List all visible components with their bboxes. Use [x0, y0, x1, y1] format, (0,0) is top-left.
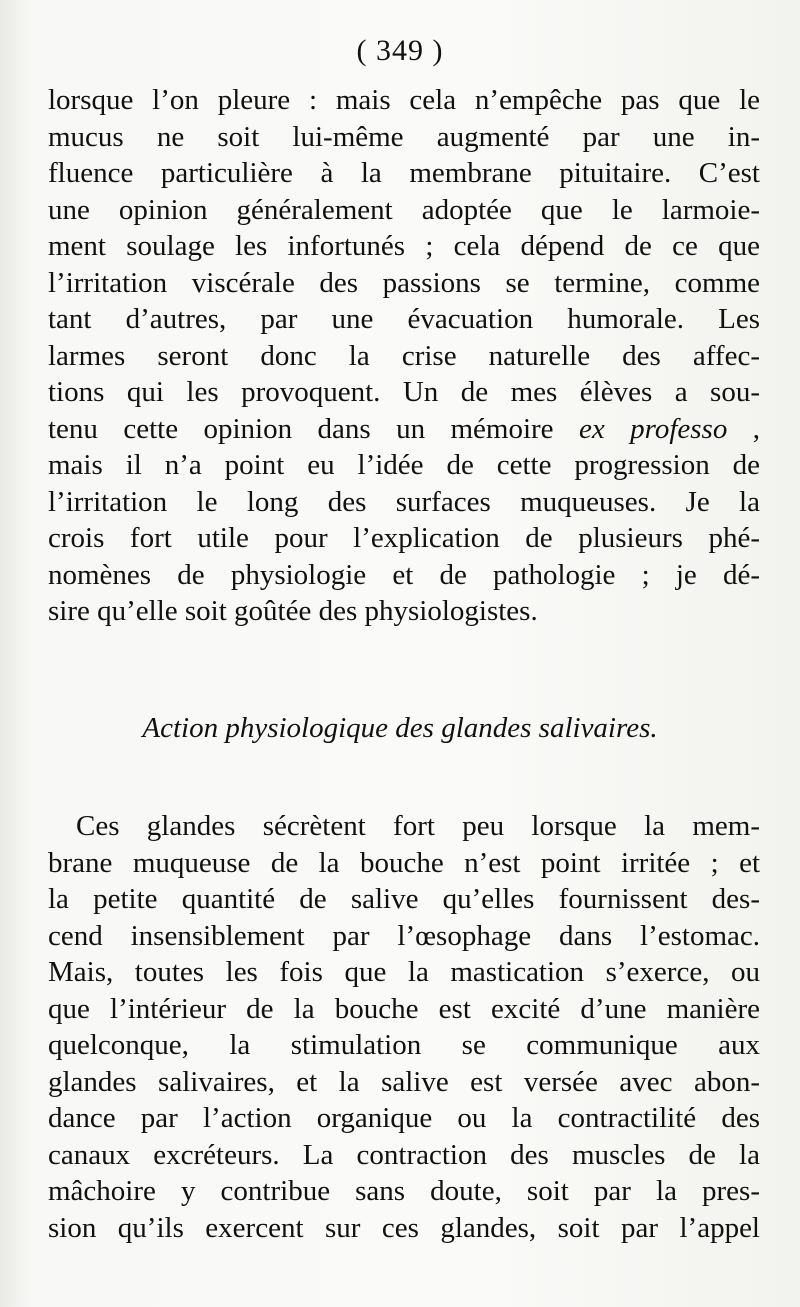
text-line: brane muqueuse de la bouche n’est point irritée ; et [48, 846, 760, 879]
text-line: canaux excréteurs. La contraction des muscles de la [48, 1138, 760, 1171]
text-segment: , [727, 412, 761, 445]
text-line: Mais, toutes les fois que la mastication s’exerce, ou [48, 956, 760, 988]
text-line: l’irritation le long des surfaces muqueuses. Je la [48, 485, 760, 518]
text-line: nomènes de physiologie et de pathologie ; je dé- [48, 558, 760, 591]
text-line: larmes seront donc la crise naturelle des affec- [48, 339, 760, 372]
text-line-with-italic [48, 411, 760, 448]
italic-phrase: ex professo [578, 412, 728, 445]
section-heading: Action physiologique des glandes salivaires. [142, 712, 658, 744]
text-line: une opinion généralement adoptée que le larmoie- [48, 193, 760, 226]
text-line: mucus ne soit lui-même augmenté par une in- [48, 120, 760, 153]
text-line: glandes salivaires, et la salive est versée avec abon- [48, 1065, 760, 1098]
text-segment: tenu cette opinion dans un mémoire [48, 412, 554, 445]
text-line: quelconque, la stimulation se communique aux [48, 1029, 760, 1061]
text-line: dance par l’action organique ou la contractilité des [48, 1102, 760, 1134]
text-line: la petite quantité de salive qu’elles fournissent des- [48, 883, 760, 915]
text-line: l’irritation viscérale des passions se termine, comme [48, 266, 760, 299]
text-line: fluence particulière à la membrane pituitaire. C’est [48, 157, 760, 189]
text-line: que l’intérieur de la bouche est excité d’une manière [48, 992, 760, 1025]
text-line: ment soulage les infortunés ; cela dépend de ce que [48, 230, 760, 262]
text-line: sion qu’ils exercent sur ces glandes, soit par l’appel [48, 1211, 760, 1244]
text-line: tant d’autres, par une évacuation humorale. Les [48, 303, 760, 335]
text-line: cend insensiblement par l’œsophage dans l’estomac. [48, 919, 760, 952]
text-line: Ces glandes sécrètent fort peu lorsque la mem- [76, 810, 760, 842]
text-line: mais il n’a point eu l’idée de cette progression de [48, 449, 760, 481]
paragraph-salivary [48, 808, 760, 1246]
text-line: crois fort utile pour l’explication de plusieurs phé- [48, 522, 760, 554]
text-line: mâchoire y contribue sans doute, soit par la pres- [48, 1175, 760, 1207]
text-line: sire qu’elle soit goûtée des physiologistes. [48, 595, 538, 627]
text-line: tions qui les provoquent. Un de mes élèves a sou- [48, 376, 760, 408]
paragraph-tears [48, 82, 760, 630]
page-number: ( 349 ) [356, 34, 444, 67]
text-line: lorsque l’on pleure : mais cela n’empêche pas que le [48, 84, 760, 116]
